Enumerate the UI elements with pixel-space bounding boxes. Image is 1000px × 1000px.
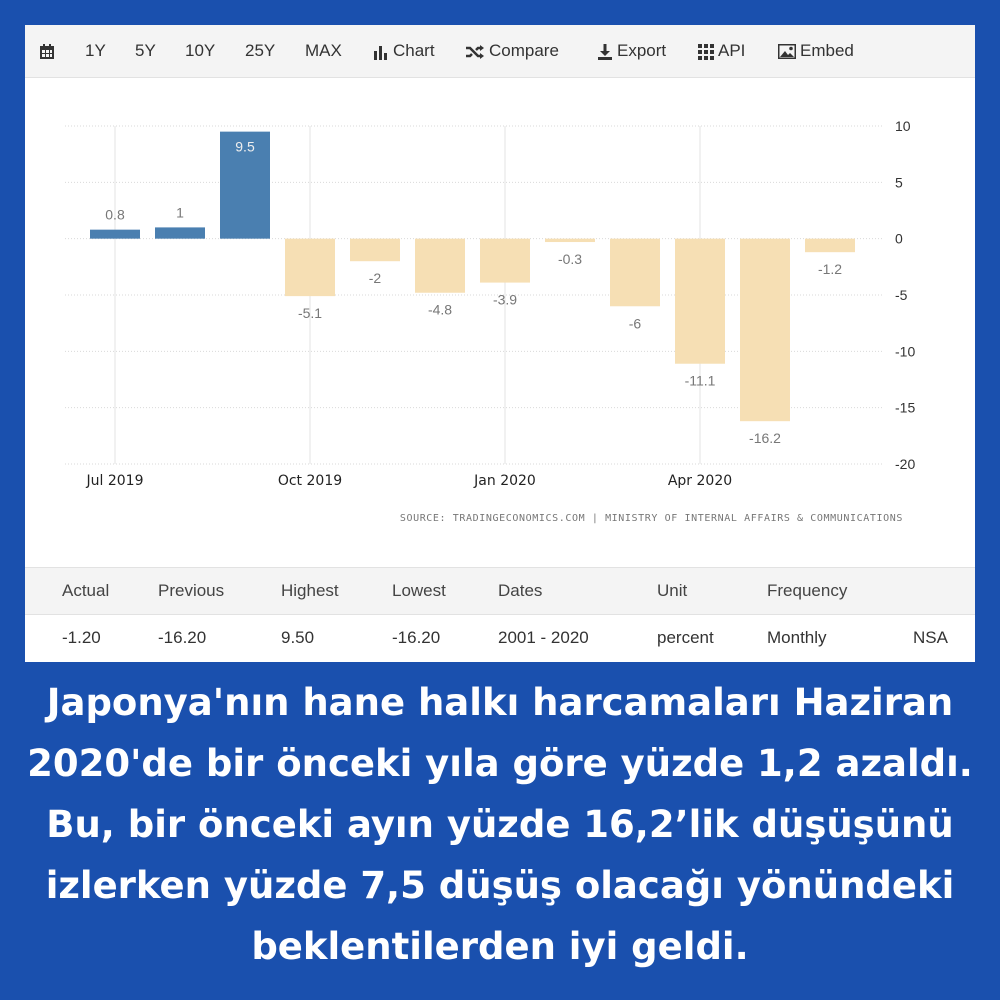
stats-header-unit: Unit bbox=[657, 581, 688, 600]
stats-value-highest: 9.50 bbox=[281, 628, 315, 647]
stats-value-frequency: Monthly bbox=[767, 628, 827, 647]
bar bbox=[285, 239, 335, 296]
range-10y-button[interactable]: 10Y bbox=[185, 41, 216, 60]
stats-header-row bbox=[25, 567, 975, 615]
bar bbox=[350, 239, 400, 262]
data-label: -16.2 bbox=[749, 430, 781, 447]
stats-header-lowest: Lowest bbox=[392, 581, 446, 600]
data-label: -0.3 bbox=[557, 251, 583, 268]
bar-chart-svg bbox=[25, 78, 975, 538]
compare-button[interactable] bbox=[465, 25, 559, 77]
y-tick-label: -15 bbox=[895, 399, 916, 416]
x-tick-label: Jul 2019 bbox=[86, 473, 144, 489]
stats-value-adjustment: NSA bbox=[913, 628, 948, 647]
stats-header-previous: Previous bbox=[158, 581, 225, 600]
range-max-button[interactable]: MAX bbox=[305, 41, 342, 60]
bar bbox=[610, 239, 660, 307]
data-label: -3.9 bbox=[492, 291, 518, 308]
export-label: Export bbox=[617, 41, 667, 60]
bar bbox=[740, 239, 790, 422]
bar bbox=[480, 239, 530, 283]
stats-header-highest: Highest bbox=[281, 581, 339, 600]
data-label: -2 bbox=[368, 270, 382, 287]
caption-text bbox=[0, 672, 1000, 992]
caption-line: Bu, bir önceki ayın yüzde 16,2’lik düşüşünü bbox=[46, 803, 954, 846]
shuffle-icon bbox=[465, 44, 485, 60]
stats-header-frequency: Frequency bbox=[767, 581, 848, 600]
data-label: -11.1 bbox=[684, 372, 716, 389]
embed-label: Embed bbox=[800, 41, 854, 60]
data-label: -4.8 bbox=[427, 301, 453, 318]
embed-button[interactable] bbox=[778, 25, 854, 77]
api-label: API bbox=[718, 41, 746, 60]
download-icon bbox=[597, 44, 613, 60]
caption-line: 2020'de bir önceki yıla göre yüzde 1,2 azaldı. bbox=[27, 742, 973, 785]
data-label: 9.5 bbox=[235, 138, 255, 155]
bar bbox=[415, 239, 465, 293]
stats-value-previous: -16.20 bbox=[158, 628, 207, 647]
x-tick-label: Jan 2020 bbox=[474, 473, 536, 489]
stats-value-dates: 2001 - 2020 bbox=[498, 628, 589, 647]
compare-label: Compare bbox=[489, 41, 559, 60]
caption-line: Japonya'nın hane halkı harcamaları Haziran bbox=[46, 681, 954, 724]
stats-value-lowest: -16.20 bbox=[392, 628, 441, 647]
range-5y-button[interactable]: 5Y bbox=[135, 41, 156, 60]
stats-header-dates: Dates bbox=[498, 581, 543, 600]
api-button[interactable] bbox=[698, 25, 745, 77]
data-label: 0.8 bbox=[105, 206, 125, 223]
y-tick-label: -20 bbox=[895, 456, 916, 472]
bar bbox=[155, 227, 205, 238]
chart-toolbar bbox=[25, 25, 975, 78]
y-tick-label: 0 bbox=[895, 230, 903, 247]
y-tick-label: -5 bbox=[895, 287, 908, 303]
chart-source: SOURCE: TRADINGECONOMICS.COM | MINISTRY OF INTERNAL AFFAIRS & COMMUNICATIONS bbox=[399, 513, 903, 524]
x-tick-label: Oct 2019 bbox=[277, 473, 343, 489]
stats-value-unit: percent bbox=[657, 628, 714, 647]
calendar-button[interactable] bbox=[39, 25, 59, 77]
data-label: -5.1 bbox=[297, 305, 323, 322]
chart-panel bbox=[25, 25, 975, 662]
bar bbox=[805, 239, 855, 253]
bar bbox=[90, 230, 140, 239]
stats-value-row bbox=[25, 614, 975, 662]
stats-value-actual: -1.20 bbox=[62, 628, 101, 647]
image-icon bbox=[778, 44, 796, 59]
y-tick-label: 10 bbox=[895, 118, 911, 134]
x-tick-label: Apr 2020 bbox=[667, 473, 733, 489]
caption-line: izlerken yüzde 7,5 düşüş olacağı yönündeki bbox=[45, 864, 955, 907]
bar bbox=[675, 239, 725, 364]
bar-chart-icon bbox=[373, 44, 389, 60]
grid-icon bbox=[698, 44, 714, 60]
chart-type-button[interactable] bbox=[373, 25, 435, 77]
caption-line: beklentilerden iyi geldi. bbox=[251, 925, 749, 968]
data-label: -6 bbox=[628, 315, 642, 332]
stats-header-actual: Actual bbox=[62, 581, 110, 600]
calendar-icon bbox=[39, 44, 55, 60]
chart-type-label: Chart bbox=[393, 41, 435, 60]
data-label: -1.2 bbox=[817, 261, 843, 278]
range-25y-button[interactable]: 25Y bbox=[245, 41, 276, 60]
bar-chart bbox=[25, 78, 975, 538]
range-1y-button[interactable]: 1Y bbox=[85, 41, 106, 60]
export-button[interactable] bbox=[597, 25, 666, 77]
bar bbox=[545, 239, 595, 242]
y-tick-label: 5 bbox=[895, 174, 903, 191]
y-tick-label: -10 bbox=[895, 343, 916, 360]
data-label: 1 bbox=[176, 204, 184, 221]
